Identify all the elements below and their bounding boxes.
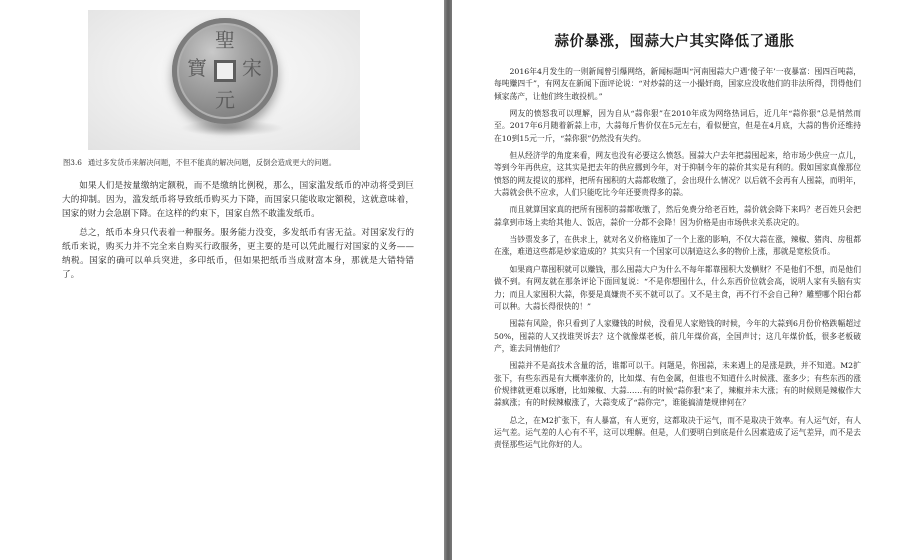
paragraph: 当钞票发多了，在供求上，就对名义价格施加了一个上涨的影响，不仅大蒜在涨，辣椒、猪肉、房租都在涨，难道这些都是炒家造成的？其实只有一个国家可以制造这么多的物价上涨，那就是宽松货币。 [494,235,861,257]
figure-caption-text: 通过多发货币来解决问题，不但不能真的解决问题，反倒会造成更大的问题。 [87,158,336,167]
figure-number: 图3.6 [63,158,82,167]
right-page [452,0,897,560]
coin-character-bottom: 元 [215,88,235,112]
ancient-coin-image [172,18,278,124]
left-page [0,0,444,560]
paragraph: 如果商户靠囤积就可以赚钱，那么囤蒜大户为什么不每年都靠囤积大发横财？不是他们不想，而是他们做不到。有网友就在那条评论下面回复说：“不是你想囤什么，什么东西价位就会高，说明人家有头脑有实力；而且人家囤积大蒜，你要是真嫌贵不买不就可以了。又不是主食，再不行不会自己种？雕塑哪个阳台都可以种。大蒜长得很快的！” [494,264,861,311]
section-title: 蒜价暴涨，囤蒜大户其实降低了通胀 [554,33,795,50]
paragraph: 总之，纸币本身只代表着一种服务。服务能力没变，多发纸币有害无益。对国家发行的纸币来说，购买力并不完全来自购买行政服务，更主要的是可以凭此履行对国家的义务——纳税。国家的确可以单兵突进，多印纸币，但如果把纸币当成财富本身，那就是大错特错了。 [62,227,414,281]
paragraph: 囤蒜并不是高技术含量的活，谁都可以干。问题是，你囤蒜，未来遇上的是涨是跌，并不知道。M2扩张下，有些东西是有大概率涨价的，比如煤、有色金属，但谁也不知道什么时候涨、涨多少；有些东西的涨价规律就更难以琢磨，比如辣椒、大蒜……有的时候“蒜你狠”来了，辣椒并未大涨；有的时候则是辣椒作大蒜疯涨；有的时候辣椒涨了，大蒜变成了“蒜你完”，谁能搞清楚规律何在？ [494,361,861,408]
coin-character-top: 聖 [215,28,235,52]
paragraph: 网友的愤怒我可以理解，因为自从“蒜你狠”在2010年成为网络热词后，近几年“蒜你狠”总是悄然而至。2017年6月随着新蒜上市，大蒜每斤售价仅在5元左右，看似便宜，但是在4月底，大蒜的售价还维持在10到15元一斤，“蒜你狠”仍然没有失约。 [494,109,861,143]
figure-caption [63,157,433,168]
paragraph: 如果人们是按量缴纳定额税，而不是缴纳比例税，那么，国家滥发纸币的冲动将受到巨大的抑制。因为，滥发纸币将导致纸币购买力下降，而国家只能收取定额税，这就意味着，国家的财力会急剧下降。在这样的约束下，国家自然不敢滥发纸币。 [62,181,414,220]
book-gutter [444,0,452,560]
coin-character-right: 宋 [242,56,262,80]
coin-square-hole [214,60,236,82]
paragraph: 2016年4月发生的一则新闻曾引爆网络，新闻标题叫“河南囤蒜大户遇‘傻子年’一夜暴富：囤四百吨蒜，每吨赚四千”，有网友在新闻下面评论说：“对炒蒜的这一小撮奸商，国家应没收他们的非法所得，罚得他们倾家荡产，让他们终生敢投机。” [494,67,861,101]
paragraph: 囤蒜有风险，你只看到了人家赚钱的时候，没看见人家赔钱的时候，今年的大蒜到6月份价格跌幅超过50%，囤蒜的人又找谁哭诉去？这个就像煤老板，前几年煤价高，全国声讨；这几年煤价低，很多老板破产，谁去同情他们？ [494,319,861,353]
paragraph: 而且就算国家真的把所有囤积的蒜都收缴了，然后免费分给老百姓，蒜价就会降下来吗？老百姓只会把蒜拿到市场上卖给其他人、饭店，蒜价一分都不会降！因为价格是由市场供求关系决定的。 [494,205,861,227]
coin-photo [88,10,360,150]
right-body-text [494,66,861,457]
paragraph: 但从经济学的角度来看，网友也没有必要这么愤怒。囤蒜大户去年把蒜囤起来，给市场少供应一点儿，等到今年再供应，这其实是把去年的供应挪到今年，对于抑制今年的蒜价其实是有利的。假如国家真像那位愤怒的网友提议的那样，把所有囤积的大蒜都收缴了，会出现什么情况？以后就不会再有人囤蒜，而明年，大蒜就会供不应求，人们只能吃比今年还要贵得多的蒜。 [494,151,861,198]
coin-character-left: 寶 [187,56,207,80]
paragraph: 总之，在M2扩张下，有人暴富，有人更穷，这都取决于运气，而不是取决于效率。有人运气好，有人运气差。运气差的人心有不平，这可以理解。但是，人们要明白到底是什么因素造成了运气差异，而不是去责怪那些运气比你好的人。 [494,415,861,450]
left-body-text [62,179,414,286]
